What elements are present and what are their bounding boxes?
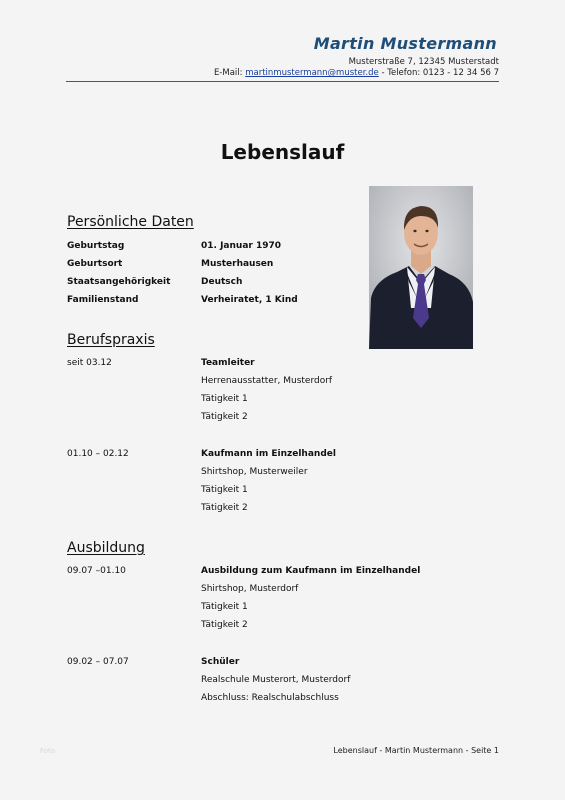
document-title: Lebenslauf (220, 140, 345, 164)
career-place: Shirtshop, Musterweiler (201, 467, 308, 477)
personal-label: Familienstand (67, 295, 139, 305)
footer-text: Lebenslauf - Martin Mustermann - Seite 1 (333, 746, 499, 755)
education-entry-row (67, 620, 507, 638)
education-entry-row (67, 584, 507, 602)
education-place: Realschule Musterort, Musterdorf (201, 675, 351, 685)
personal-row (67, 295, 507, 313)
personal-value: Musterhausen (201, 259, 274, 269)
personal-label: Staatsangehörigkeit (67, 277, 171, 287)
personal-label: Geburtsort (67, 259, 123, 269)
career-entry-row (67, 485, 507, 503)
career-task: Tätigkeit 1 (201, 394, 248, 404)
header-name: Martin Mustermann (313, 34, 497, 53)
education-entry-row (67, 602, 507, 620)
career-period: seit 03.12 (67, 358, 112, 368)
section-personal-heading: Persönliche Daten (67, 214, 194, 230)
section-career-heading: Berufspraxis (67, 332, 155, 348)
personal-row (67, 277, 507, 295)
education-title: Ausbildung zum Kaufmann im Einzelhandel (201, 566, 421, 576)
career-entry-row (67, 376, 507, 394)
education-detail: Tätigkeit 2 (201, 620, 248, 630)
email-prefix: E-Mail: (213, 68, 246, 78)
career-entry-row (67, 358, 507, 376)
career-task: Tätigkeit 2 (201, 412, 248, 422)
education-period: 09.02 – 07.07 (67, 657, 129, 667)
header-address: Musterstraße 7, 12345 Musterstadt (348, 57, 499, 67)
career-entry-row (67, 467, 507, 485)
education-title: Schüler (201, 657, 240, 667)
education-place: Shirtshop, Musterdorf (201, 584, 299, 594)
career-position: Kaufmann im Einzelhandel (201, 449, 336, 459)
header-divider (66, 81, 499, 82)
education-detail: Abschluss: Realschulabschluss (201, 693, 339, 703)
education-detail: Tätigkeit 1 (201, 602, 248, 612)
education-entry-row (67, 675, 507, 693)
education-entry-row (67, 657, 507, 675)
email-link[interactable]: martinmustermann@muster.de (245, 68, 379, 78)
career-entry-row (67, 412, 507, 430)
career-entry-row (67, 503, 507, 521)
career-entry-row (67, 394, 507, 412)
education-entry-row (67, 693, 507, 711)
education-entry-row (67, 566, 507, 584)
career-position: Teamleiter (201, 358, 255, 368)
personal-value: Verheiratet, 1 Kind (201, 295, 298, 305)
career-place: Herrenausstatter, Musterdorf (201, 376, 333, 386)
personal-row (67, 241, 507, 259)
education-period: 09.07 –01.10 (67, 566, 126, 576)
personal-row (67, 259, 507, 277)
header-contact (214, 68, 499, 78)
personal-value: 01. Januar 1970 (201, 241, 282, 251)
phone-text: - Telefon: 0123 - 12 34 56 7 (378, 68, 499, 78)
personal-value: Deutsch (201, 277, 243, 287)
personal-label: Geburtstag (67, 241, 125, 251)
career-task: Tätigkeit 1 (201, 485, 248, 495)
career-task: Tätigkeit 2 (201, 503, 248, 513)
section-education-heading: Ausbildung (67, 540, 145, 556)
footer-watermark: Foto (40, 747, 56, 755)
career-period: 01.10 – 02.12 (67, 449, 129, 459)
career-entry-row (67, 449, 507, 467)
